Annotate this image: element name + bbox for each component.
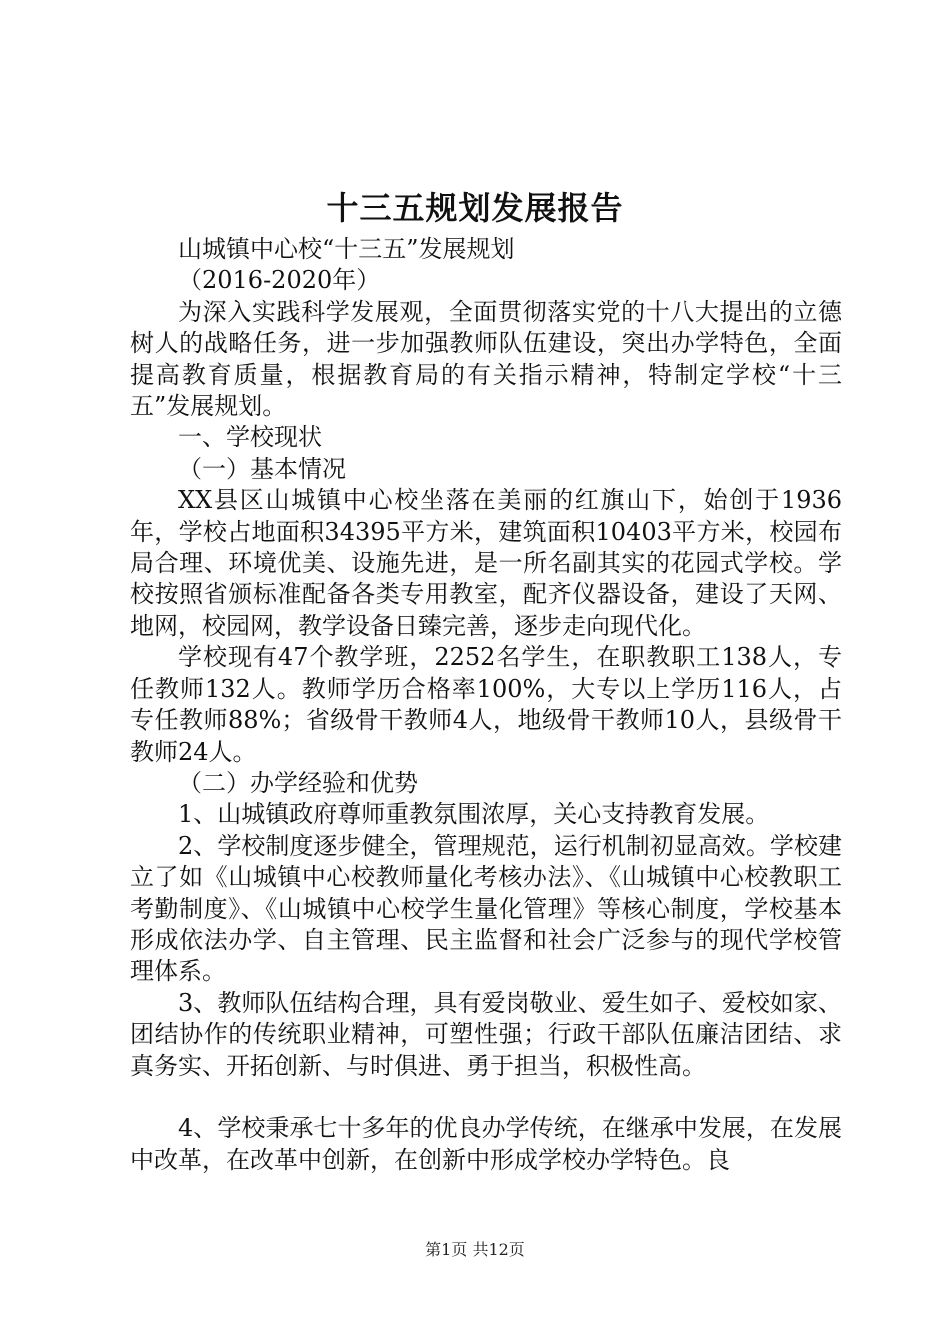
school-stats-paragraph: 学校现有47个教学班，2252名学生，在职教职工138人，专任教师132人。教师学历合格率100%，大专以上学历116人，占专任教师88%；省级骨干教师4人，地级骨干教师10人，县级骨干教师24人。 xyxy=(130,643,842,766)
document-body xyxy=(130,234,842,1176)
subsection-heading-basic: （一）基本情况 xyxy=(178,454,346,483)
page-footer: 第1页 共12页 xyxy=(425,1240,525,1259)
document-title: 十三五规划发展报告 xyxy=(326,189,624,227)
section-heading-status: 一、学校现状 xyxy=(178,423,322,452)
plan-years: （2016-2020年） xyxy=(178,266,381,295)
advantage-item-1: 1、山城镇政府尊师重教氛围浓厚，关心支持教育发展。 xyxy=(178,800,770,829)
advantage-item-2: 2、学校制度逐步健全，管理规范，运行机制初显高效。学校建立了如《山城镇中心校教师量化考核办法》、《山城镇中心校教职工考勤制度》、《山城镇中心校学生量化管理》等核心制度，学校基本形成依法办学、自主管理、民主监督和社会广泛参与的现代学校管理体系。 xyxy=(130,831,842,986)
school-overview-paragraph: XX县区山城镇中心校坐落在美丽的红旗山下，始创于1936年，学校占地面积34395平方米，建筑面积10403平方米，校园布局合理、环境优美、设施先进，是一所名副其实的花园式学校。学校按照省颁标准配备各类专用教室，配齐仪器设备，建设了天网、地网，校园网，教学设备日臻完善，逐步走向现代化。 xyxy=(130,486,842,640)
advantage-item-3: 3、教师队伍结构合理，具有爱岗敬业、爱生如子、爱校如家、团结协作的传统职业精神，可塑性强；行政干部队伍廉洁团结、求真务实、开拓创新、与时俱进、勇于担当，积极性高。 xyxy=(130,988,842,1080)
advantage-item-4: 4、学校秉承七十多年的优良办学传统，在继承中发展，在发展中改革，在改革中创新，在创新中形成学校办学特色。良 xyxy=(130,1114,842,1174)
subsection-heading-advantages: （二）办学经验和优势 xyxy=(178,768,418,797)
intro-paragraph: 为深入实践科学发展观，全面贯彻落实党的十八大提出的立德树人的战略任务，进一步加强教师队伍建设，突出办学特色，全面提高教育质量，根据教育局的有关指示精神，特制定学校“十三五”发展规划。 xyxy=(130,297,842,421)
plan-heading: 山城镇中心校“十三五”发展规划 xyxy=(178,235,515,263)
